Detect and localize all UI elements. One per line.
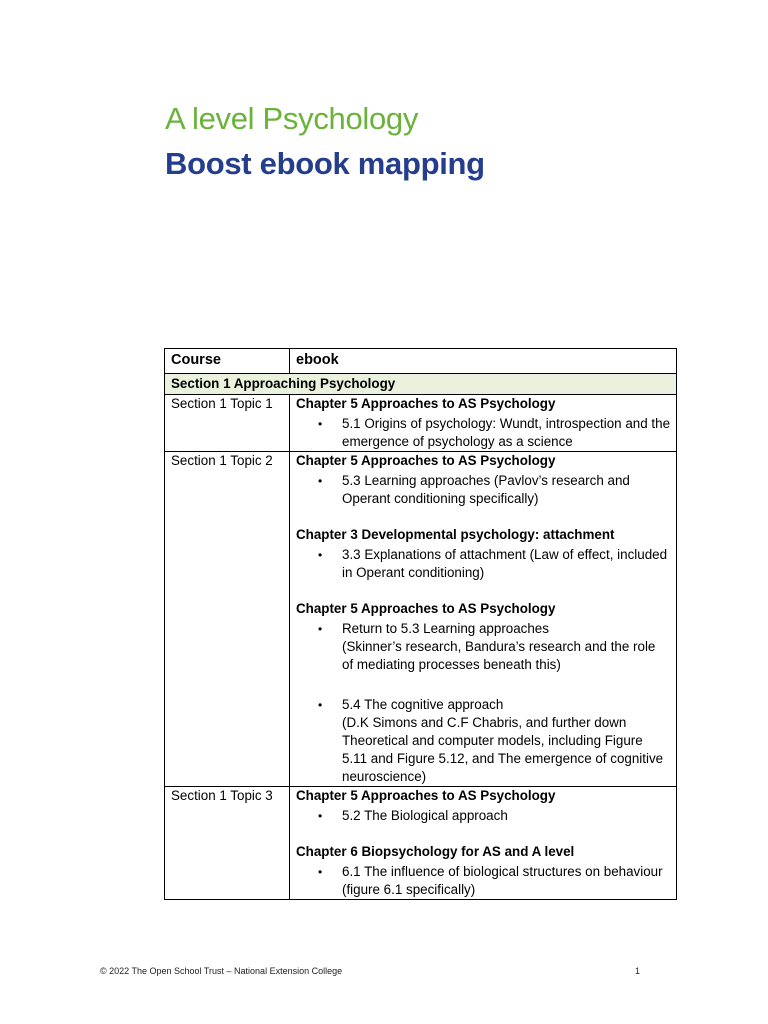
chapter-heading: Chapter 6 Biopsychology for AS and A level — [296, 844, 575, 859]
table-row — [165, 787, 677, 900]
list-item-text: Return to 5.3 Learning approaches — [342, 621, 549, 636]
chapter-heading: Chapter 5 Approaches to AS Psychology — [296, 396, 556, 411]
column-header-course: Course — [165, 349, 290, 374]
mapping-table — [164, 348, 677, 900]
chapter-heading: Chapter 3 Developmental psychology: attachment — [296, 527, 615, 542]
chapter-heading: Chapter 5 Approaches to AS Psychology — [296, 453, 556, 468]
page-footer — [100, 966, 640, 976]
document-title: Boost ebook mapping — [165, 146, 485, 181]
bullet-list — [296, 415, 670, 451]
list-item-text: 5.4 The cognitive approach — [342, 697, 504, 712]
course-cell: Section 1 Topic 1 — [165, 395, 290, 452]
list-item: • 5.2 The Biological approach — [342, 807, 670, 825]
list-item: • 6.1 The influence of biological structures on behaviour (figure 6.1 specifically) — [342, 863, 670, 899]
bullet-list — [296, 472, 670, 508]
course-cell: Section 1 Topic 3 — [165, 787, 290, 900]
ebook-cell — [290, 787, 677, 900]
bullet-list — [296, 546, 670, 582]
column-header-ebook: ebook — [290, 349, 677, 374]
page-number: 1 — [634, 966, 640, 976]
ebook-cell — [290, 452, 677, 787]
section-heading: Section 1 Approaching Psychology — [165, 374, 677, 395]
list-item: • 5.1 Origins of psychology: Wundt, introspection and the emergence of psychology as a science — [342, 415, 670, 451]
document-subtitle: A level Psychology — [165, 101, 419, 136]
copyright-text: © 2022 The Open School Trust – National Extension College — [100, 966, 343, 976]
table-row — [165, 452, 677, 787]
list-item-note: (Skinner’s research, Bandura’s research and the role of mediating processes beneath this) — [342, 639, 656, 672]
course-cell: Section 1 Topic 2 — [165, 452, 290, 787]
bullet-list — [296, 620, 670, 674]
table-row — [165, 395, 677, 452]
list-item: • 3.3 Explanations of attachment (Law of effect, included in Operant conditioning) — [342, 546, 670, 582]
chapter-heading: Chapter 5 Approaches to AS Psychology — [296, 601, 556, 616]
list-item — [342, 620, 670, 674]
bullet-list — [296, 863, 670, 899]
list-item-note: (D.K Simons and C.F Chabris, and further down Theoretical and computer models, including Figure 5.11 and Figure 5.12, and The emergence of cognitive neuroscience) — [342, 715, 664, 784]
ebook-cell — [290, 395, 677, 452]
section-row — [165, 374, 677, 395]
bullet-list — [296, 696, 670, 786]
bullet-list — [296, 807, 670, 825]
chapter-heading: Chapter 5 Approaches to AS Psychology — [296, 788, 556, 803]
list-item: • 5.3 Learning approaches (Pavlov’s research and Operant conditioning specifically) — [342, 472, 670, 508]
table-header-row — [165, 349, 677, 374]
list-item — [342, 696, 670, 786]
